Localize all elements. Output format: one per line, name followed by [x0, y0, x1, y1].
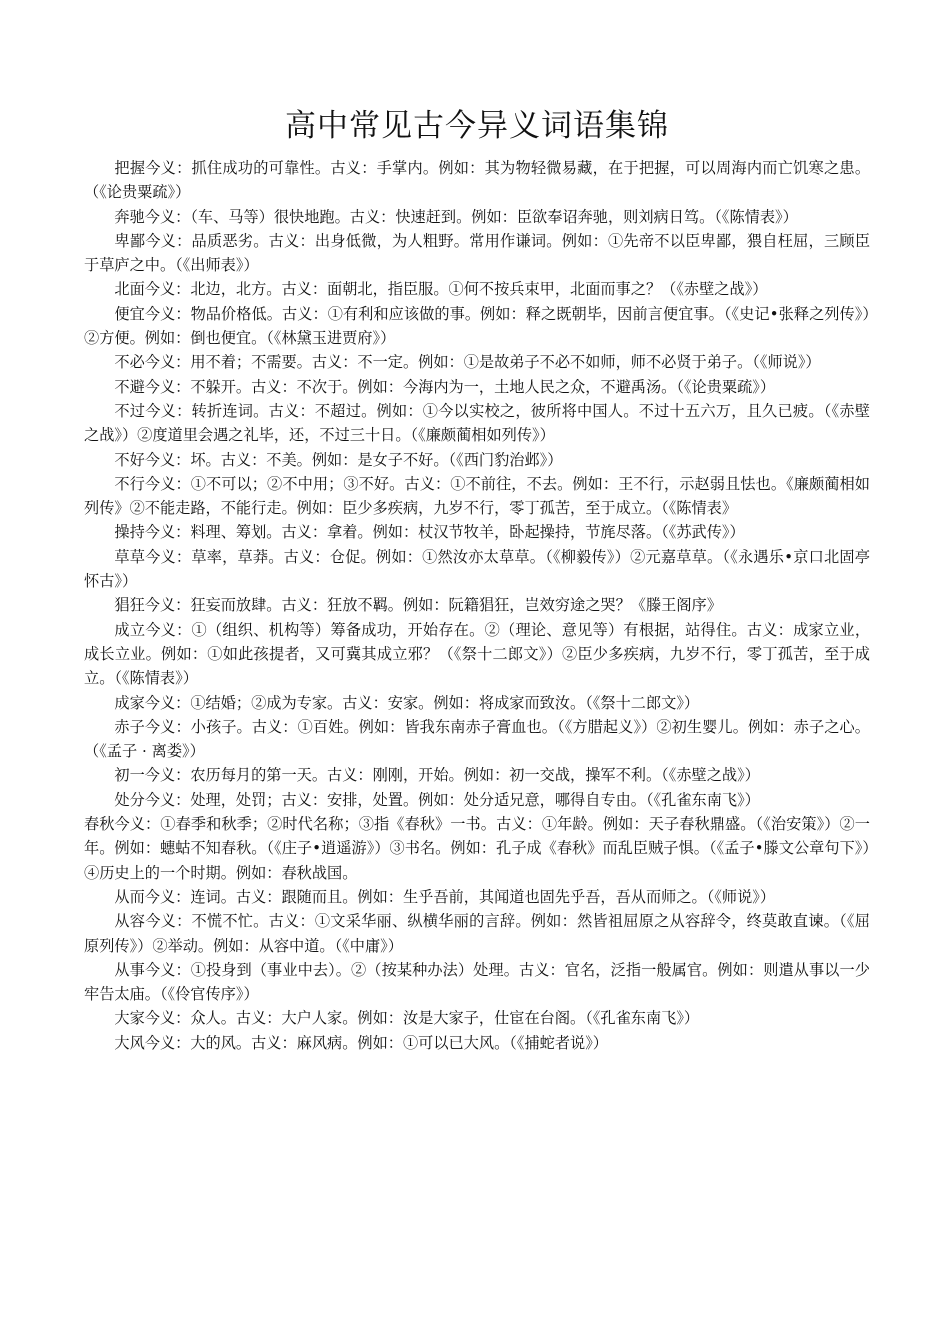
entry-paragraph: 大风今义：大的风。古义：麻风病。例如：①可以已大风。（《捕蛇者说》）: [114, 1033, 608, 1052]
entry-paragraph: 从容今义：不慌不忙。古义：①文采华丽、纵横华丽的言辞。例如：然皆祖屈原之从容辞令，终莫敢直谏。（《屈原列传》）②举动。例如：从容中道。（《中庸》）: [84, 912, 870, 955]
entry-paragraph: 北面今义：北边，北方。古义：面朝北，指臣服。①何不按兵束甲，北面而事之？（《赤壁之战》）: [114, 280, 768, 299]
entry-list: [84, 156, 870, 1055]
entry-paragraph: 奔驰今义：（车、马等）很快地跑。古义：快速赶到。例如：臣欲奉诏奔驰，则刘病日笃。（《陈情表》）: [114, 207, 798, 226]
entry-paragraph: 把握今义：抓住成功的可靠性。古义：手掌内。例如：其为物轻微易藏，在于把握，可以周海内而亡饥寒之患。（《论贵粟疏》）: [84, 159, 870, 202]
entry-paragraph: 不行今义：①不可以；②不中用；③不好。古义：①不前往，不去。例如：王不行，示赵弱且怯也。《廉颇蔺相如列传》②不能走路，不能行走。例如：臣少多疾病，九岁不行，零丁孤苦，至于成立。（《陈情表》: [84, 474, 870, 518]
entry-paragraph: 大家今义：众人。古义：大户人家。例如：汝是大家子，仕宦在台阁。（《孔雀东南飞》）: [114, 1009, 700, 1028]
entry-paragraph: 猖狂今义：狂妄而放肆。古义：狂放不羁。例如：阮籍猖狂，岂效穷途之哭？《滕王阁序》: [114, 596, 722, 615]
document-page: [84, 104, 870, 1055]
entry-paragraph: 不好今义：坏。古义：不美。例如：是女子不好。（《西门豹治邺》）: [114, 450, 563, 469]
entry-paragraph: 不避今义：不躲开。古义：不次于。例如：今海内为一，土地人民之众，不避禹汤。（《论贵粟疏》）: [114, 377, 776, 396]
entry-paragraph: 草草今义：草率，草莽。古义：仓促。例如：①然汝亦太草草。（《柳毅传》）②元嘉草草。（《永遇乐•京口北固亭怀古》）: [84, 547, 870, 591]
entry-paragraph: 便宜今义：物品价格低。古义：①有利和应该做的事。例如：释之既朝毕，因前言便宜事。（《史记•张释之列传》）②方便。例如：倒也便宜。（《林黛玉进贾府》）: [84, 304, 870, 348]
entry-paragraph: 卑鄙今义：品质恶劣。古义：出身低微，为人粗野。常用作谦词。例如：①先帝不以臣卑鄙，猥自枉屈，三顾臣于草庐之中。（《出师表》）: [84, 231, 870, 275]
entry-paragraph: 处分今义：处理，处罚；古义：安排，处置。例如：处分适兄意，哪得自专由。（《孔雀东南飞》）: [114, 790, 760, 809]
entry-paragraph: 初一今义：农历每月的第一天。古义：刚刚，开始。例如：初一交战，操军不利。（《赤壁之战》）: [114, 766, 760, 785]
entry-paragraph: 赤子今义：小孩子。古义：①百姓。例如：皆我东南赤子膏血也。（《方腊起义》）②初生婴儿。例如：赤子之心。（《孟子 · 离娄》）: [84, 717, 870, 761]
page-title: 高中常见古今异义词语集锦: [285, 108, 669, 144]
entry-paragraph: 操持今义：料理、筹划。古义：拿着。例如：杖汉节牧羊，卧起操持，节旄尽落。（《苏武传》）: [114, 523, 745, 542]
entry-paragraph: 春秋今义：①春季和秋季；②时代名称；③指《春秋》一书。古义：①年龄。例如：天子春秋鼎盛。（《治安策》）②一年。例如：蟪蛄不知春秋。（《庄子•逍遥游》）③书名。例如：孔子成《春秋》而乱臣贼子惧。（《孟子•滕文公章句下》）④历史上的一个时期。例如：春秋战国。: [84, 815, 870, 882]
entry-paragraph: 不过今义：转折连词。古义：不超过。例如：①今以实校之，彼所将中国人。不过十五六万，且久已疲。（《赤壁之战》）②度道里会遇之礼毕，还，不过三十日。（《廉颇蔺相如列传》）: [84, 401, 870, 445]
entry-paragraph: 成立今义：①（组织、机构等）筹备成功，开始存在。②（理论、意见等）有根据，站得住。古义：成家立业，成长立业。例如：①如此孩提者，又可冀其成立邪？（《祭十二郎文》）②臣少多疾病，九岁不行，零丁孤苦，至于成立。（《陈情表》）: [84, 620, 870, 688]
entry-paragraph: 从事今义：①投身到（事业中去）。②（按某种办法）处理。古义：官名，泛指一般属官。例如：则遣从事以一少牢告太庙。（《伶官传序》）: [84, 960, 870, 1004]
entry-paragraph: 从而今义：连词。古义：跟随而且。例如：生乎吾前，其闻道也固先乎吾，吾从而师之。（《师说》）: [114, 887, 776, 906]
entry-paragraph: 不必今义：用不着；不需要。古义：不一定。例如：①是故弟子不必不如师，师不必贤于弟子。（《师说》）: [114, 353, 821, 372]
entry-paragraph: 成家今义：①结婚；②成为专家。古义：安家。例如：将成家而致汝。（《祭十二郎文》）: [114, 693, 700, 712]
